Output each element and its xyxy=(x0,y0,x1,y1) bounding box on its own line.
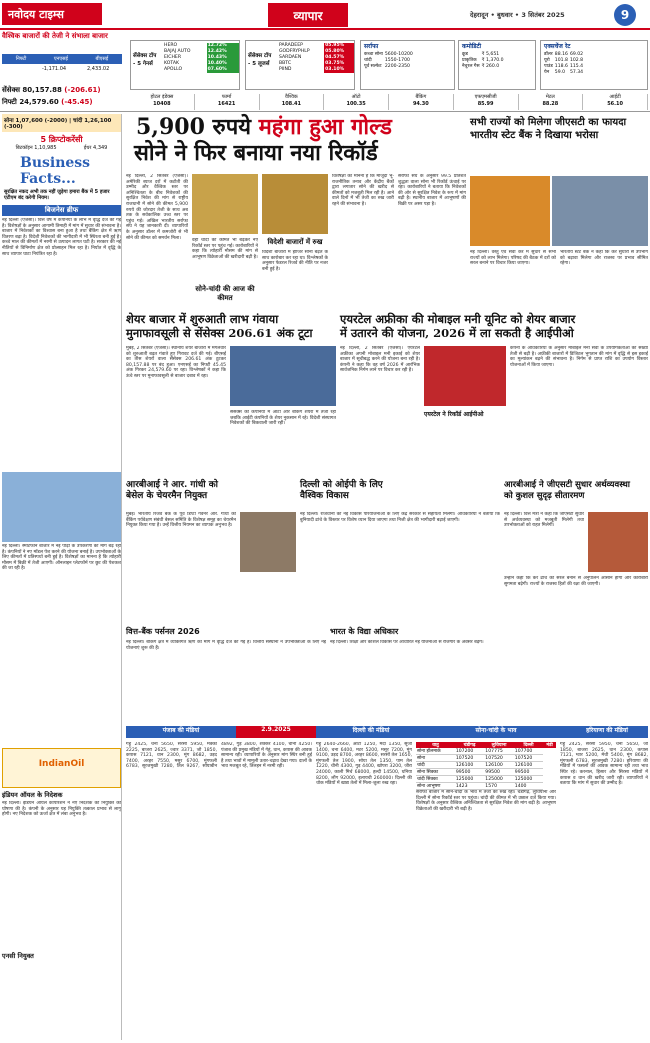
row4-story-3: उन्होंने कहा कि कर ढांचे को सरल बनाने से अनुपालन आसान होगा और कारोबारी सुगमता बढ़ेगी। राज्यों के राजस्व हितों की रक्षा की जाएगी। xyxy=(504,576,648,587)
left-column xyxy=(2,114,122,1040)
index-value: 85.99 xyxy=(477,101,494,107)
punjab-mandi: गेहूं 2425, चना 5650, सरसों 5950, मक्का 2225, बाजरा 2625, ज्वार 3371, जौ 1850, कपास 7121, धान 2300, मूंग 8682, उड़द 7400, अरहर 7550, मसूर 6700, मूंगफली 6783, सूरजमुखी 7280, तिल 9267, सोयाबीन 4892, गुड़ 3800, शक्कर 4100, चीनी 4250। पंजाब की प्रमुख मंडियों में गेहूं, धान, कपास की आवक सामान्य रही। व्यापारियों के अनुसार मांग स्थिर बनी हुई है तथा भावों में मामूली उतार-चढ़ाव देखा गया। दालों के भाव मजबूत रहे, तिलहन में नरमी रही। xyxy=(126,742,312,770)
rbi-headline: आरबीआई ने आर. गांधी को बेसेल के चेयरमैन नियुक्त xyxy=(126,480,219,501)
news-brief: बिजनेस ब्रीफ xyxy=(2,205,121,216)
bullion-rate-row xyxy=(416,762,556,769)
gainer-cell: EICHER xyxy=(164,55,182,60)
losers-box: सेंसेक्स टॉप - 5 लूजर्स PARADEEP 05.95% GODFRYPHLP 05.80% SARDAEN 04.57% BBTC 03.75% PIIND 03.10% xyxy=(245,40,355,90)
crypto-row xyxy=(2,145,121,151)
brief-text-2: नई दिल्ली। स्मार्टफोन बाजार में नई पीढ़ी के उपकरणों की मांग बढ़ रही है। कंपनियों ने नए मॉडल पेश करने की योजना बनाई है। उपभोक्ताओं के लिए कीमतों में प्रतिस्पर्धा बनी हुई है। विशेषज्ञों का मानना है कि त्योहारी मौसम में बिक्री में तेजी आएगी। ऑनलाइन प्लेटफॉर्म पर छूट की पेशकश की जा रही है। xyxy=(2,544,121,572)
loser-cell: 03.10% xyxy=(324,67,354,73)
crypto-title: 5 क्रिप्टोकरेंसी xyxy=(40,135,83,144)
airtel-headline: एयरटेल अफ्रीका की मोबाइल मनी यूनिट को शेयर बाजार में उतारने की योजना, 2026 में ला सकती है आईपीओ xyxy=(340,312,648,342)
gainer-cell: HERO xyxy=(164,43,178,48)
crypto-item: बिटकॉइन 1,10,985 xyxy=(15,145,57,151)
bullion-rate-row xyxy=(416,783,556,790)
section-title: व्यापार xyxy=(268,3,348,27)
gainer-row xyxy=(163,67,239,73)
index-label: ऑटो xyxy=(351,94,361,100)
loser-cell: PIIND xyxy=(279,67,292,72)
bullion-rate-cell: सोना हॉलमार्क xyxy=(416,748,455,755)
sub-s2: सोने-चांदी की आज की कीमत xyxy=(195,285,255,302)
index-cell xyxy=(583,94,648,110)
ticker-title: वैश्विक बाजारों की तेजी ने संभाला बाजार xyxy=(2,32,108,40)
gst-story: नई दिल्ली। वस्तु एवं सेवा कर में सुधार से सभी राज्यों को लाभ मिलेगा। परिषद की बैठक में दरों को सरल बनाने पर विचार किया जाएगा। xyxy=(470,250,556,267)
commodity-cell: नैचुरल गैस xyxy=(462,64,480,69)
rbi-photo xyxy=(240,512,296,572)
currency-cell: 69.02 xyxy=(569,51,584,57)
nifty-row: निफ्टी 24,579.60 (-45.45) xyxy=(2,98,93,106)
bullion-rate-cell: 1423 xyxy=(455,783,484,790)
index-value: 56.10 xyxy=(607,101,624,107)
rbi-story: मुंबई। भारतीय रिजर्व बैंक के पूर्व डिप्टी गवर्नर आर. गांधी को बैंकिंग पर्यवेक्षण संबंधी बेसल समिति के विशेषज्ञ समूह का चेयरमैन नियुक्त किया गया है। उन्हें वित्तीय नियमन का व्यापक अनुभव है। xyxy=(126,512,236,529)
haryana-mandi: गेहूं 2425, सरसों 5950, चना 5650, जौ 1850, बाजरा 2625, धान 2300, कपास 7121, ग्वार 5200, मेथी 5400, मूंग 8682, मूंगफली 6783, सूरजमुखी 7280। हरियाणा की मंडियों में फसलों की आवक सामान्य रही तथा भाव स्थिर रहे। करनाल, हिसार और सिरसा मंडियों में कपास व धान की खरीद जारी रही। व्यापारियों ने बताया कि मांग में सुधार की उम्मीद है। xyxy=(560,742,648,787)
bullion-table xyxy=(363,51,414,69)
commodity-box: कमोडिटी क्रूड ₹ 5,651 प्राकृतिक ₹ 1,370.0 नैचुरल गैस ₹ 260.0 xyxy=(458,40,536,90)
loser-cell: GODFRYPHLP xyxy=(279,49,310,54)
bullion-rate-cell: 107200 xyxy=(455,748,484,755)
bullion-row xyxy=(363,63,414,69)
delhi-mandi: गेहूं 2640-2660, आटा 1250, मैदा 1350, सूजी 1400, चना 6400, मटर 5200, मसूर 7200, मूंग 9100, उड़द 8700, अरहर 8600, सरसों तेल 1650, मूंगफली तेल 1900, सोया तेल 1350, पाम तेल 1220, चीनी 4300, गुड़ 4400, खोपरा 3200, जीरा 24000, काली मिर्च 68000, हल्दी 14500, धनिया 8200, लौंग 92000, इलायची 260000। दिल्ली की थोक मंडियों में खाद्य तेलों में मिला-जुला रुख रहा। xyxy=(316,742,412,787)
index-cell xyxy=(519,94,584,110)
bullion-rate-cell: 1400 xyxy=(514,783,543,790)
currency-cell: 102.8 xyxy=(569,57,584,63)
facts-title: Business Facts... xyxy=(20,155,91,187)
h2b: भारतीय स्टेट बैंक ने दिखाया भरोसा xyxy=(470,130,599,141)
bullion-rate-cell: 99500 xyxy=(484,769,513,776)
bullion-rate-cell: 99500 xyxy=(514,769,543,776)
bullion-rate-cell: चांदी सिक्का xyxy=(416,776,455,783)
delhi-headline: दिल्ली को ओईपी के लिए वैश्विक विकास xyxy=(300,480,383,501)
index-value: 10408 xyxy=(153,101,171,107)
airtel-story-2: कंपनी के अधिकारियों के अनुसार मोबाइल मनी सेवा के उपयोगकर्ताओं की संख्या तेजी से बढ़ी है। अफ्रीकी बाजारों में डिजिटल भुगतान की मांग में वृद्धि से इस इकाई का मूल्यांकन बढ़ने की संभावना है। निर्गम से प्राप्त राशि का उपयोग विस्तार योजनाओं में किया जाएगा। xyxy=(510,346,648,368)
fm-headline: आरबीआई ने जीएसटी सुधार अर्थव्यवस्था को कुशल सुदृढ़ सीतारमण xyxy=(504,480,630,501)
index-cell xyxy=(324,94,389,110)
bullion-rate-cell: 1570 xyxy=(484,783,513,790)
index-value: 16421 xyxy=(217,101,236,107)
index-cell xyxy=(260,94,325,110)
commodity-cell: ₹ 260.0 xyxy=(481,63,500,69)
currency-cell: 57.34 xyxy=(569,69,584,75)
loser-cell: BBTC xyxy=(279,61,292,66)
bullion-cell: 5600-10200 xyxy=(384,51,413,57)
gold-photo-1 xyxy=(192,174,258,234)
lead-story-col2: वहीं चांदी की कीमत भी बढ़कर नए रिकॉर्ड स्तर पर पहुंच गई। कारोबारियों ने कहा कि त्योहारी मौसम की मांग से आभूषण विक्रेताओं की खरीदारी बढ़ी है। xyxy=(192,238,258,260)
h12: एनसी नियुक्त xyxy=(2,952,34,960)
commodity-cell: ₹ 1,370.0 xyxy=(481,57,504,63)
index-label: मेटल xyxy=(545,94,555,100)
airtel-photo xyxy=(424,346,506,406)
currency-cell: डॉलर xyxy=(544,52,553,57)
bullion-box: सर्राफा कच्चा सोना 5600-10200 चांदी 1550-1700 पूर्व सल्फेट 2200-2350 xyxy=(360,40,455,90)
bullion-mandi-text: सर्राफा बाजार में सोने-चांदी के भाव में तेजी का रुख रहा। चंडीगढ़, लुधियाना और दिल्ली में सोना रिकॉर्ड स्तर पर पहुंचा। चांदी की कीमत में भी उछाल दर्ज किया गया। विशेषज्ञों के अनुसार वैश्विक अनिश्चितता से सुरक्षित निवेश की मांग बढ़ी है। आभूषण विक्रेताओं की खरीदारी भी बढ़ी है। xyxy=(416,790,556,812)
bullion-rate-cell: सोना आभूषण xyxy=(416,783,455,790)
currency-cell: 101.8 xyxy=(554,57,568,63)
facts-text: सुरक्षित नकद अभी तक नहीं जुड़ेगा हमारा बैंक में 5 हजार एटीएम बंद करेगी नियम। xyxy=(4,189,110,201)
sub-s1: विदेशी बाजारों में रुख xyxy=(267,238,323,246)
bullion-cell: पूर्व सल्फेट xyxy=(364,64,382,69)
bullion-rate-cell: 125000 xyxy=(455,776,484,783)
index-label: आईटी xyxy=(609,94,621,100)
currency-cell: 59.0 xyxy=(554,69,566,75)
fm-photo xyxy=(588,512,648,572)
commodity-table xyxy=(461,51,505,69)
bullion-rate-cell: 126100 xyxy=(484,762,513,769)
phone-image xyxy=(2,472,121,542)
paper-logo: नवोदय टाइम्स xyxy=(2,3,102,25)
lead-story-col4: विशेषज्ञों का मानना है कि मौजूदा भू-राजनीतिक तनाव और केंद्रीय बैंकों द्वारा लगातार सोने की खरीद से कीमतों को मजबूती मिल रही है। आने वाले दिनों में भी तेजी का रुख जारी रहने की संभावना है। xyxy=(332,174,394,207)
index-cell xyxy=(454,94,519,110)
bullion-rate-cell: 125000 xyxy=(514,776,543,783)
bullion-head: धातु xyxy=(416,742,455,748)
indices-row xyxy=(130,94,648,110)
lead-story-col1: नई दिल्ली, 2 सितंबर (एजेंसी)। अमेरिकी ब्याज दरों में कटौती की उम्मीद और वैश्विक स्तर पर अनिश्चितता के बीच निवेशकों की सुरक्षित निवेश की मांग से राष्ट्रीय राजधानी में सोने की कीमत 5,900 रुपये की जोरदार तेजी के साथ अब तक के सर्वकालिक उच्च स्तर पर पहुंच गई। अखिल भारतीय सर्राफा संघ ने यह जानकारी दी। व्यापारियों के अनुसार डॉलर में कमजोरी से भी सोने की कीमत को समर्थन मिला। xyxy=(126,174,188,241)
bullion-rates-table xyxy=(416,742,556,790)
market-story-2: सेंसेक्स की कंपनियों में ऑटो और बैंकिंग शेयरों में तेजी रही जबकि आईटी कंपनियों के शेयर नुकसान में रहे। विदेशी संस्थागत निवेशकों की बिकवाली जारी रही। xyxy=(230,410,336,427)
lead-story-col5: सर्राफा संघ के अनुसार 99.5 प्रतिशत शुद्धता वाला सोना भी रिकॉर्ड ऊंचाई पर रहा। कारोबारियों ने बताया कि निवेशकों की ओर से सुरक्षित निवेश के रूप में मांग बढ़ी है। स्थानीय बाजार में आभूषणों की बिक्री पर असर पड़ा है। xyxy=(398,174,466,207)
index-cell xyxy=(130,94,195,110)
bullion-rate-cell: 107520 xyxy=(514,755,543,762)
currency-cell: पाउंड xyxy=(544,64,553,69)
sensex-row: सेंसेक्स 80,157.88 (-206.61) xyxy=(2,86,101,94)
gainer-cell: 07.60% xyxy=(207,67,239,73)
loser-row xyxy=(278,67,354,73)
gold-box: सोना 1,07,600 (-2000) | चांदी 1,26,100 (-300) xyxy=(2,114,121,132)
index-label: बैंकिंग xyxy=(415,94,427,100)
gainer-cell: APOLLO xyxy=(164,67,183,72)
currency-box: एक्सचेंज रेट डॉलर 88.16 69.02 यूरो 101.8 102.8 पाउंड 118.6 115.4 येन 59.0 57.34 xyxy=(540,40,648,90)
commodity-cell: प्राकृतिक xyxy=(462,58,477,63)
gold-photo-2 xyxy=(262,174,328,234)
bullion-rate-cell: 107700 xyxy=(514,748,543,755)
commodity-cell: क्रूड xyxy=(462,52,468,57)
bullion-rate-cell: 126100 xyxy=(455,762,484,769)
h8: एयरटेल ने रिकॉर्ड आईपीओ xyxy=(424,411,484,418)
gainer-cell: 12.42% xyxy=(207,49,239,55)
index-value: 108.41 xyxy=(281,101,302,107)
market-headline: शेयर बाजार में शुरुआती लाभ गंवाया मुनाफावसूली से सेंसेक्स 206.61 अंक टूटा xyxy=(126,312,313,340)
index-value: 100.35 xyxy=(346,101,366,107)
lead-headline xyxy=(126,114,466,170)
sbi-photo xyxy=(552,176,648,246)
index-value: 94.30 xyxy=(412,101,429,107)
loser-cell: 04.57% xyxy=(324,55,354,61)
h1a: 5,900 रुपये महंगा हुआ गोल्ड xyxy=(136,114,392,140)
date-line: देहरादून • बुधवार • 3 सितंबर 2025 xyxy=(470,11,565,19)
delhi-story: नई दिल्ली। राजधानी को नई विकास परियोजनाओं के लिए केंद्र सरकार से सहायता मिलेगी। अधिकारियों ने बताया कि बुनियादी ढांचे के विस्तार पर विशेष ध्यान दिया जाएगा तथा निजी क्षेत्र की भागीदारी बढ़ाई जाएगी। xyxy=(300,512,500,523)
gst-headline xyxy=(470,116,648,172)
gainer-cell: BAJAJ AUTO xyxy=(164,49,191,54)
masthead xyxy=(0,0,650,30)
row4-story-1: नई दिल्ली। बैंकिंग क्षेत्र में व्यक्तिगत ऋण की मांग में वृद्धि दर्ज की गई है। वित्तीय संस्थानों ने उपभोक्ताओं के लिए नई योजनाएं शुरू की हैं। xyxy=(126,640,326,651)
bullion-rate-cell: 99500 xyxy=(455,769,484,776)
market-strip xyxy=(0,32,650,112)
crypto-item: ईथर 4,349 xyxy=(83,145,108,151)
col3: बीएसई xyxy=(95,56,109,62)
commodity-row xyxy=(461,63,505,69)
bullion-cell: चांदी xyxy=(364,58,372,63)
gainer-cell: 10.43% xyxy=(207,55,239,61)
gst-photo xyxy=(470,176,550,246)
gainers-table xyxy=(163,43,239,73)
bullion-rate-cell: सोना सिक्का xyxy=(416,769,455,776)
currency-cell: यूरो xyxy=(544,58,550,63)
bullion-rate-row xyxy=(416,755,556,762)
bullion-rate-cell: 107775 xyxy=(484,748,513,755)
currency-cell: 118.6 xyxy=(554,63,568,69)
sbi-story: भारतीय स्टेट बैंक ने कहा कि कर सुधारों से उपभोग को बढ़ावा मिलेगा और राजस्व पर प्रभाव सीमित रहेगा। xyxy=(560,250,648,267)
h9: वित्त-बैंक पर्सनल 2026 xyxy=(126,627,200,636)
loser-cell: 05.80% xyxy=(324,49,354,55)
bullion-head: चंडीगढ़ xyxy=(455,742,484,748)
v2: 2,433.02 xyxy=(87,66,110,72)
col1: निफ्टी xyxy=(15,56,27,62)
col2: एनएसई xyxy=(53,56,68,62)
currency-cell: 115.4 xyxy=(569,63,584,69)
h4b: में उतारने की योजना, 2026 में ला सकती है आईपीओ xyxy=(340,326,574,340)
currency-table xyxy=(543,51,584,75)
bullion-cell: 1550-1700 xyxy=(384,57,410,63)
h10: भारत के विद्या अधिकार xyxy=(330,627,399,636)
bullion-head: दिल्ली xyxy=(514,742,543,748)
h2: सभी राज्यों को मिलेगा जीएसटी का फायदा xyxy=(470,117,627,128)
bullion-rate-cell: 125000 xyxy=(484,776,513,783)
bullion-rate-cell: 107520 xyxy=(484,755,513,762)
row4-story-2: नई दिल्ली। शिक्षा और कौशल विकास पर आधारित नई योजनाओं से रोजगार के अवसर बढ़ेंगे। xyxy=(330,640,484,645)
indianoil-logo: IndianOil xyxy=(2,748,121,788)
airtel-story: नई दिल्ली, 2 सितंबर (एजेंसी)। एयरटेल अफ्रीका अपनी मोबाइल मनी इकाई को शेयर बाजार में सूचीबद्ध करने की योजना बना रही है। कंपनी ने कहा कि वह वर्ष 2026 में आरंभिक सार्वजनिक निर्गम लाने पर विचार कर रही है। xyxy=(340,346,420,374)
index-label: फार्मा xyxy=(221,94,232,100)
currency-row xyxy=(543,69,584,75)
bullion-cell: 2200-2350 xyxy=(384,63,410,69)
bullion-head: लुधियाना xyxy=(484,742,513,748)
currency-cell: 88.16 xyxy=(554,51,568,57)
losers-table xyxy=(278,43,354,73)
bullion-rate-cell: सोना xyxy=(416,755,455,762)
loser-cell: SARDAEN xyxy=(279,55,302,60)
gainer-cell: KOTAK xyxy=(164,61,179,66)
brief-text-3: नई दिल्ली। इंडियन ऑयल कॉर्पोरेशन ने नए निदेशक की नियुक्ति की घोषणा की है। कंपनी के अनुसार यह नियुक्ति तत्काल प्रभाव से लागू होगी। नए निदेशक को ऊर्जा क्षेत्र में लंबा अनुभव है। xyxy=(2,801,121,818)
index-cell xyxy=(389,94,454,110)
gainers-box: सेंसेक्स टॉप - 5 गेनर्स HERO 12.72% BAJAJ AUTO 12.42% EICHER 10.43% KOTAK 10.40% APOLLO 07.60% xyxy=(130,40,240,90)
bullion-head: मंडी xyxy=(543,742,556,748)
bullion-rate-cell: 126100 xyxy=(514,762,543,769)
h11: इंडियन ऑयल के निदेशक xyxy=(2,791,63,799)
lead-story-col3: विदेशी बाजारों में हाजिर सोना बढ़त के साथ कारोबार कर रहा था। विश्लेषकों के अनुसार फेडरल रिजर्व की नीति पर नजर बनी हुई है। xyxy=(262,250,328,272)
v1: -1,171.04 xyxy=(42,66,67,72)
index-cell xyxy=(195,94,260,110)
page-number: 9 xyxy=(614,4,636,26)
bullion-rate-cell: 107520 xyxy=(455,755,484,762)
market-story: मुंबई, 2 सितंबर (एजेंसी)। स्थानीय शेयर बाजारों में मंगलवार को शुरुआती बढ़त गंवाते हुए गिरावट दर्ज की गई। बीएसई का तीस शेयरों वाला सेंसेक्स 206.61 अंक टूटकर 80,157.88 पर बंद हुआ। एनएसई का निफ्टी 45.45 अंक गिरकर 24,579.60 पर रहा। विश्लेषकों ने कहा कि ऊंचे स्तर पर मुनाफावसूली से बाजार दबाव में रहा। xyxy=(126,346,226,379)
index-label: होटल इंडेक्स xyxy=(150,94,174,100)
h1c: सोने ने फिर बनाया नया रिकॉर्ड xyxy=(134,140,378,166)
gainer-cell: 10.40% xyxy=(207,61,239,67)
gainer-cell: 12.72% xyxy=(207,43,239,49)
commodity-cell: ₹ 5,651 xyxy=(481,51,500,57)
bullion-cell: कच्चा सोना xyxy=(364,52,383,57)
fm-story: नई दिल्ली। वित्त मंत्री ने कहा कि जीएसटी सुधार से अर्थव्यवस्था को मजबूती मिलेगी तथा उपभोक्ताओं को राहत मिलेगी। xyxy=(504,512,584,529)
bullion-rate-row xyxy=(416,769,556,776)
bullion-rate-row xyxy=(416,776,556,783)
mandi-header: पंजाब की मंडियां 2.9.2025 दिल्ली की मंडियां सोना-चांदी के भाव हरियाणा की मंडियां xyxy=(126,726,648,738)
currency-cell: येन xyxy=(544,70,550,75)
index-label: एफएमसीजी xyxy=(474,94,497,100)
loser-cell: 05.95% xyxy=(324,43,354,49)
loser-cell: 03.75% xyxy=(324,61,354,67)
loser-cell: PARADEEP xyxy=(279,43,303,48)
market-photo xyxy=(230,346,336,406)
bullion-rate-cell: चांदी xyxy=(416,762,455,769)
brief-text: नई दिल्ली (एजेंसी)। वित्त वर्ष में कंपनियों के लाभ में वृद्धि दर्ज की गई है। विशेषज्ञों के अनुसार आगामी तिमाही में मांग में सुधार की संभावना है। बाजार में निवेशकों का विश्वास बना हुआ है तथा बैंकिंग क्षेत्र में ऋण वितरण बढ़ा है। विदेशी निवेशकों की भागीदारी में भी स्थिरता बनी हुई है। कच्चे माल की कीमतों में नरमी से उत्पादन लागत घटी है। सरकार की नई नीतियों से विनिर्माण क्षेत्र को प्रोत्साहन मिल रहा है। निर्यात में वृद्धि के साथ व्यापार घाटा नियंत्रित रहा है। xyxy=(2,218,121,257)
index-label: वैश्विक xyxy=(284,94,298,100)
index-value: 88.28 xyxy=(542,101,559,107)
